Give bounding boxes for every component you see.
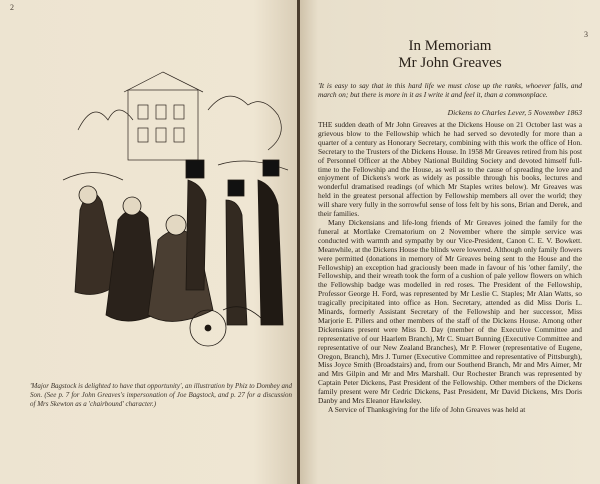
right-page-number: 3	[584, 30, 588, 39]
article-body	[318, 121, 582, 415]
right-page	[300, 0, 600, 484]
paragraph-1: THE sudden death of Mr John Greaves at the Dickens House on 21 October last was a grievous blow to the Fellowship which he had served so devotedly for more than a quarter of a century as Honorary Secretary, combining with this work the office of Hon. Secretary to the Trusters of the Dickens House. In 1958 Mr Greaves retired from his post of Personnel Officer at the Abbey National Building Society and devoted himself full-time to the Fellowship and the House, as well as to the cause of spreading the love and enjoyment of Dickens's work as widely as possible through his books, lectures and wonderful dramatised readings (of which Mr Staples writes below). Mr Greaves was held in the greatest personal affection by Fellowship members all over the world; they will share very fully in the sorrowful sense of loss felt by his sons, Brian and Derek, and their families.	[318, 120, 582, 219]
sketch-background-building	[63, 72, 288, 180]
article-subtitle: Mr John Greaves	[398, 55, 502, 71]
paragraph-3: A Service of Thanksgiving for the life of John Greaves was held at	[328, 405, 526, 414]
sketch-figures	[75, 160, 283, 346]
article-title: In Memoriam	[408, 38, 492, 54]
epigraph: 'It is easy to say that in this hard life we must close up the ranks, whoever falls, and march on; but there is more in it as I write it and feel it, than a commonplace.	[318, 81, 582, 99]
illustration-caption: 'Major Bagstock is delighted to have that opportunity', an illustration by Phiz to Dombey and Son. (See p. 7 for John Greaves's impersonation of Joe Bagstock, and p. 27 for a discussion of Mrs Skewton as a 'chairbound' character.)	[30, 382, 292, 408]
paragraph-2: Many Dickensians and life-long friends of Mr Greaves joined the family for the funeral at Mortlake Crematorium on 2 November where the simple service was conducted with warmth and sympathy by our Vice-President, Canon C. E. V. Bowkett. Meanwhile, at the Dickens House the blinds were lowered. Although only family flowers were permitted (donations in memory of Mr Greaves being sent to the House and the Fellowship) an exception had graciously been made in favour of his 'other family', the Fellowship, and their wreath took the form of a cushion of pale yellow flowers on which the Fellowship badge was modelled in red roses. The President of the Fellowship, Professor George H. Ford, was represented by Mr Leslie C. Staples; Mr Alan Watts, so tragically precipitated into office as Hon. Secretary, attended as did Miss Doris L. Minards, formerly Assistant Secretary of the Fellowship and her successor, Miss Marjorie E. Pillers and other members of the staff of the Dickens House. Among other Dickensians present were Miss D. Day (member of the Executive Committee and representative of our Haarlem Branch), Mr C. Stuart Bunning (Executive Committee and representative of our New Zealand Branches), Mr P. Flower (representative of Eugene, Oregon, Branch), Mrs J. Turner (Executive Committee and representative of Pittsburgh), Miss Joyce Smith (Broadstairs) and, from our Southend Branch, Mr and Mrs Aimer, Mr and Mrs Gilpin and Mr and Mrs Marshall. Our Rochester Branch was represented by Captain Peter Dickens, Past President of the Fellowship. Other members of the Dickens family present were Mr Cedric Dickens, Past President, Mr David Dickens, Mrs Doris Danby and Mrs Eleanor Hawksley.	[318, 217, 582, 406]
phiz-illustration	[58, 70, 298, 370]
epigraph-source: Dickens to Charles Lever, 5 November 1863	[447, 108, 582, 117]
left-page-number: 2	[10, 3, 14, 12]
left-page	[0, 0, 298, 484]
